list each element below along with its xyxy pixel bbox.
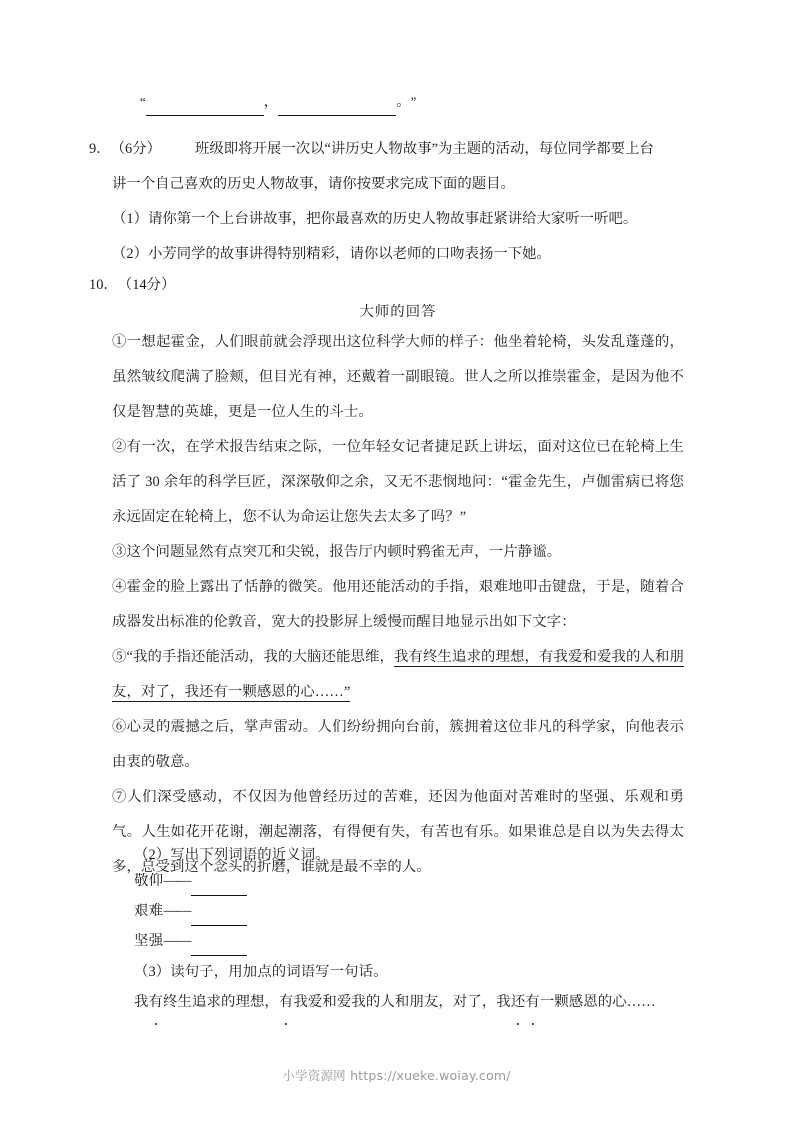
question-9-points: （6分） [110, 141, 161, 157]
answer-blank-1[interactable] [146, 102, 264, 116]
question-9-stem-line-2: 讲一个自己喜欢的历史人物故事，请你按要求完成下面的题目。 [112, 176, 515, 192]
plain-text-run: 我爱和爱我的人和朋友，对了，我 [293, 994, 511, 1010]
plain-text-run: 我 [134, 994, 149, 1010]
paragraph-text [112, 325, 684, 430]
paragraph-body-1: 一想起霍金，人们眼前就会浮现出这位科学大师的样子：他坐着轮椅，头发乱蓬蓬的，虽然皱纹爬满了脸颊，但目光有神，还戴着一副眼镜。世人之所以推崇霍金，是因为他不仅是智慧的英雄，更是一位人生的斗士。 [112, 334, 684, 420]
paragraph-text [112, 710, 684, 780]
question-9-sub-item-2: （2）小芳同学的故事讲得特别精彩，请你以老师的口吻表扬一下她。 [112, 246, 551, 262]
site-name: 小学资源网 [282, 1068, 346, 1083]
synonym-word-1: 敬仰 [134, 873, 164, 889]
paragraph-marker-7: ⑦ [112, 789, 128, 805]
paragraph-body-7: 人们深受感动，不仅因为他曾经历过的苦难，还因为他面对苦难时的坚强、乐观和勇气。人生如花开花谢，潮起潮落，有得便有失，有苦也有乐。如果谁总是自以为失去得太多，总受到这个念头的折磨，谁就是最不幸的人。 [112, 789, 685, 875]
article-paragraph-3 [112, 535, 684, 570]
article-paragraph-1 [112, 325, 684, 430]
open-quote-mark: “ [140, 94, 146, 109]
synonym-dash-2: —— [163, 903, 191, 919]
footer-watermark [0, 1066, 793, 1084]
question-10-sub-2-label: （2）写出下列词语的近义词。 [134, 847, 330, 863]
question-9 [89, 132, 685, 272]
synonym-row-1 [134, 866, 247, 896]
paragraph-underlined-5: 我有终生追求的理想，有我爱和爱我的人和朋友，对了，我还有一颗感恩的心……” [112, 649, 684, 700]
paragraph-marker-3: ③ [112, 544, 127, 560]
synonym-row-3 [134, 926, 247, 956]
question-10-number: 10． [89, 277, 118, 293]
paragraph-body-2: 有一次，在学术报告结束之际，一位年轻女记者捷足跃上讲坛，面对这位已在轮椅上生活了 30 余年的科学巨匠，深深敬仰之余，又无不悲悯地问：“霍金先生，卢伽雷病已将您永远固定在轮椅上，您不认为命运让您失去太多了吗？” [112, 439, 684, 525]
answer-blank-2[interactable] [278, 102, 396, 116]
synonym-row-2 [134, 896, 247, 926]
question-9-stem-text-1: 班级即将开展一次以“讲历史人物故事”为主题的活动，每位同学都要上台 [194, 141, 654, 157]
plain-text-run: 终生追求的理想， [163, 994, 279, 1010]
article-paragraph-4 [112, 570, 684, 640]
paragraph-marker-6: ⑥ [112, 719, 127, 735]
emphasis-dot-char: 还 [511, 985, 526, 1020]
synonym-word-3: 坚强 [134, 933, 164, 949]
article-paragraph-6 [112, 710, 684, 780]
paragraph-text [112, 535, 684, 570]
paragraph-marker-5: ⑤ [112, 649, 127, 665]
question-10-sub-3-sentence [134, 985, 656, 1020]
synonym-answer-blank-3[interactable] [191, 942, 247, 956]
paragraph-body-3: 这个问题显然有点突兀和尖锐，报告厅内顿时鸦雀无声，一片静谧。 [126, 544, 562, 560]
article-title: 大师的回答 [359, 304, 437, 320]
site-url: https://xueke.woiay.com/ [350, 1068, 511, 1083]
paragraph-marker-4: ④ [112, 579, 127, 595]
question-9-sub-item-1: （1）请你第一个上台讲故事，把你最喜欢的历史人物故事赶紧讲给大家听一听吧。 [112, 211, 638, 227]
fill-in-blank-line [140, 86, 416, 116]
synonym-answer-blank-2[interactable] [191, 912, 247, 926]
close-quote-mark: ” [410, 94, 417, 109]
paragraph-text [112, 640, 684, 710]
dotted-sentence-content [134, 994, 656, 1010]
paragraph-text [112, 430, 684, 535]
paragraph-text [112, 570, 684, 640]
article-paragraph-5 [112, 640, 684, 710]
paragraph-body-6: 心灵的震撼之后，掌声雷动。人们纷纷拥向台前，簇拥着这位非凡的科学家，向他表示由衷的敬意。 [112, 719, 684, 770]
period-punct: 。 [396, 94, 411, 110]
synonym-dash-3: —— [163, 933, 191, 949]
emphasis-dot-char: 有 [149, 985, 164, 1020]
synonym-dash-1: —— [163, 873, 191, 889]
paragraph-body-4: 霍金的脸上露出了恬静的微笑。他用还能活动的手指，艰难地叩击键盘，于是，随着合成器发出标准的伦敦音，宽大的投影屏上缓慢而醒目地显示出如下文字： [112, 579, 684, 630]
emphasis-dot-char: 有 [525, 985, 540, 1020]
question-10-sub-3-label: （3）读句子，用加点的词语写一句话。 [134, 964, 388, 980]
question-10-points: （14分） [117, 277, 176, 293]
emphasis-dot-char: 有 [279, 985, 294, 1020]
paragraph-marker-1: ① [112, 334, 127, 350]
paragraph-marker-2: ② [112, 439, 127, 455]
question-9-number: 9． [89, 141, 111, 157]
question-9-stem-line-1 [89, 132, 685, 167]
article-paragraph-2 [112, 430, 684, 535]
synonym-answer-blank-1[interactable] [191, 882, 247, 896]
synonym-word-2: 艰难 [134, 903, 164, 919]
comma-punct: ， [263, 94, 279, 110]
paragraph-prefix-5: “我的手指还能活动，我的大脑还能思维， [126, 649, 394, 665]
plain-text-run: 一颗感恩的心…… [539, 994, 656, 1010]
